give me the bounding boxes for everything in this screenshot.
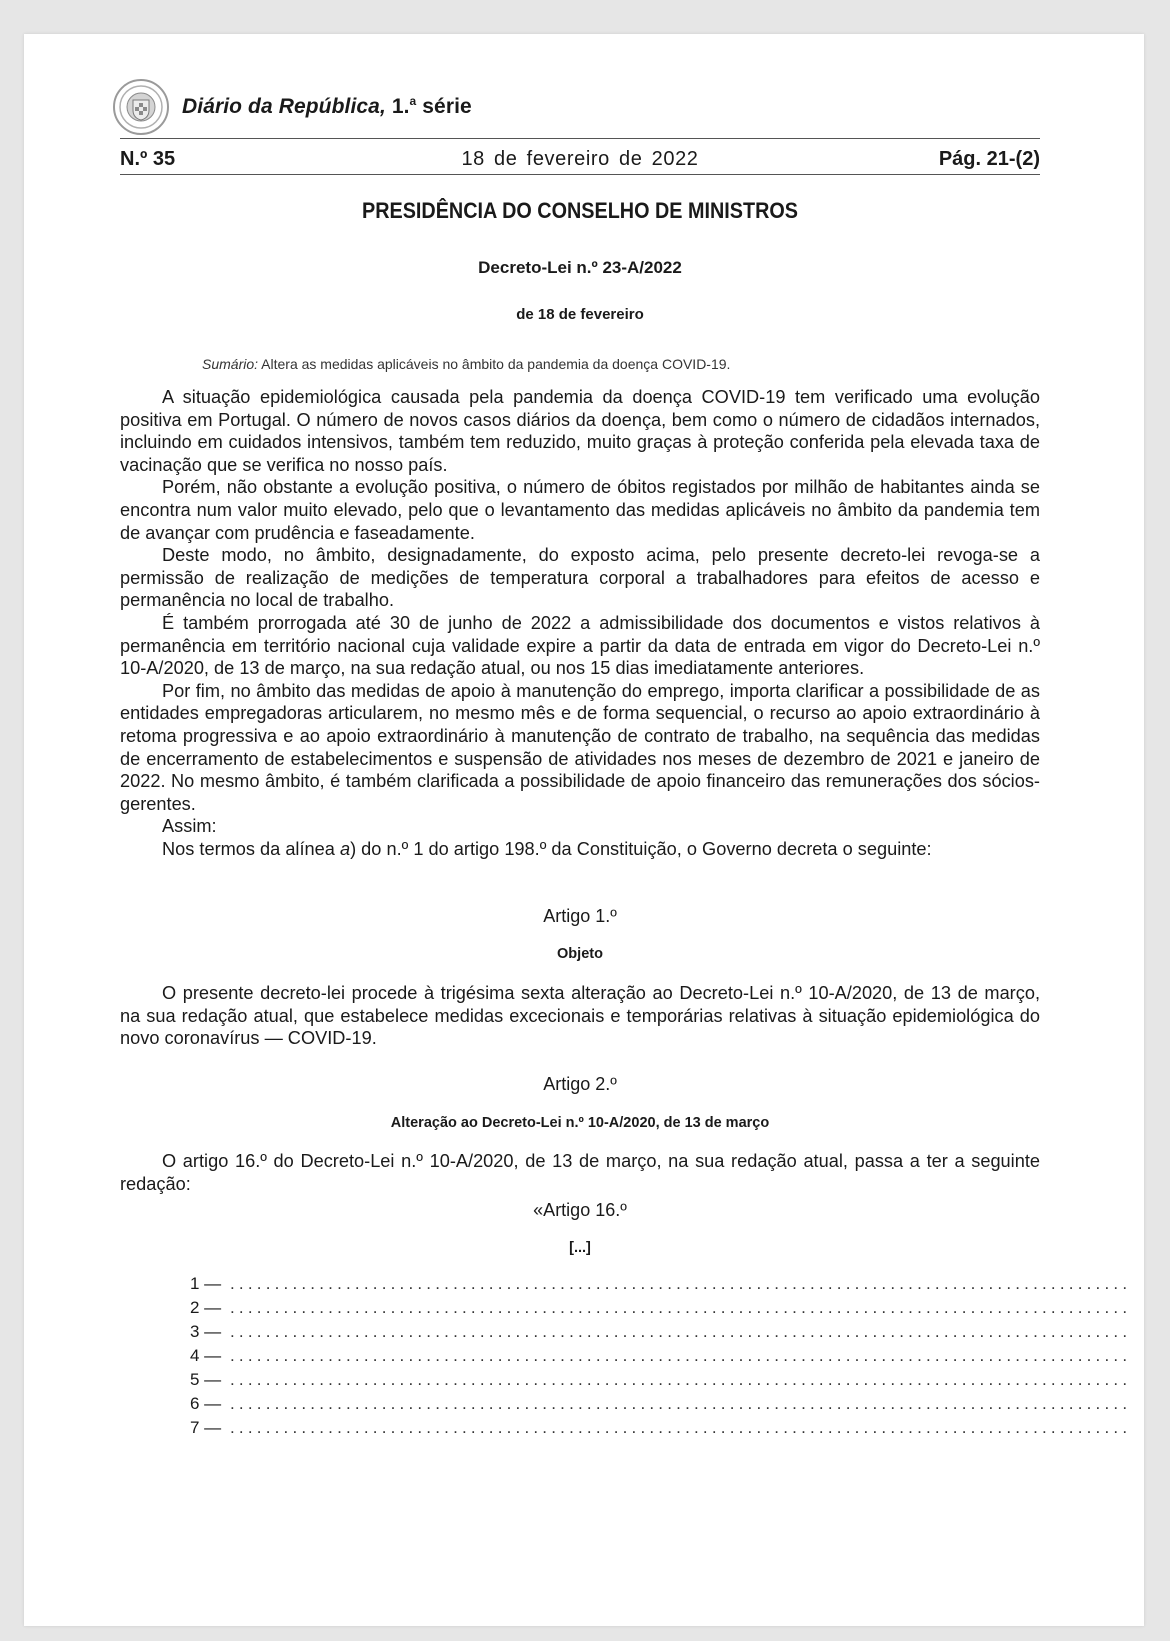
issue-number: N.º 35 (120, 148, 176, 170)
issue-header (120, 146, 1040, 176)
list-item (190, 1274, 1132, 1298)
header-top-rule (120, 138, 1040, 139)
quoted-article-number: «Artigo 16.º (533, 1200, 627, 1220)
numbered-items-list (190, 1274, 1132, 1442)
item-number: 7 — (190, 1418, 222, 1437)
leader-dots: ..................................................................................................... (230, 1418, 1132, 1437)
series-word: série (422, 95, 472, 118)
item-number: 5 — (190, 1370, 222, 1389)
list-item (190, 1298, 1132, 1322)
item-number: 3 — (190, 1322, 222, 1341)
item-number: 6 — (190, 1394, 222, 1413)
article-1-body (120, 982, 1040, 1050)
article-2-number: Artigo 2.º (543, 1074, 617, 1094)
quoted-article-heading: [...] (569, 1240, 591, 1256)
article-1-number: Artigo 1.º (543, 906, 617, 926)
decree-date: de 18 de fevereiro (516, 306, 644, 323)
leader-dots: ..................................................................................................... (230, 1370, 1132, 1389)
leader-dots: ..................................................................................................... (230, 1298, 1132, 1317)
article-2-text: O artigo 16.º do Decreto-Lei n.º 10-A/2020, de 13 de março, na sua redação atual, passa a ter a seguinte redação: (120, 1151, 1040, 1194)
journal-series (392, 95, 472, 118)
preamble-paragraph: Assim: (162, 816, 217, 837)
item-number: 2 — (190, 1298, 222, 1317)
item-number: 4 — (190, 1346, 222, 1365)
journal-name: Diário da República, (182, 95, 386, 118)
enactment-text: Nos termos da alínea (162, 838, 340, 859)
leader-dots: ..................................................................................................... (230, 1274, 1132, 1293)
preamble-paragraph: A situação epidemiológica causada pela pandemia da doença COVID-19 tem verificado uma evolução positiva em Portugal. O número de novos casos diários da doença, bem como o número de cidadãos internados, incluindo em cuidados intensivos, também tem reduzido, muito graças à proteção conferida pela elevada taxa de vacinação que se verifica no nosso país. (120, 387, 1040, 475)
preamble-paragraph: É também prorrogada até 30 de junho de 2022 a admissibilidade dos documentos e vistos relativos à permanência em território nacional cuja validade expire a partir da data de entrada em vigor do Decreto-Lei n.º 10-A/2020, de 13 de março, na sua redação atual, ou nos 15 dias imediatamente anteriores. (120, 612, 1040, 679)
article-2-heading: Alteração ao Decreto-Lei n.º 10-A/2020, de 13 de março (390, 1115, 770, 1131)
leader-dots: ..................................................................................................... (230, 1394, 1132, 1413)
article-2-body (120, 1150, 1040, 1195)
item-number: 1 — (190, 1274, 222, 1293)
masthead (120, 78, 1040, 138)
preamble-paragraph: Deste modo, no âmbito, designadamente, do exposto acima, pelo presente decreto-lei revoga-se a permissão de realização de medições de temperatura corporal a trabalhadores para efeitos de acesso e permanência no local de trabalho. (120, 545, 1040, 611)
series-number: 1. (391, 95, 410, 118)
summary-text: Altera as medidas aplicáveis no âmbito da pandemia da doença COVID-19. (261, 356, 731, 372)
enactment-italic: a (339, 838, 351, 859)
article-1-text: O presente decreto-lei procede à trigésima sexta alteração ao Decreto-Lei n.º 10-A/2020, de 13 de março, na sua redação atual, que estabelece medidas excecionais e temporárias relativas à situação epidemiológica do novo coronavírus — COVID-19. (120, 983, 1040, 1049)
leader-dots: ..................................................................................................... (230, 1322, 1132, 1341)
preamble-paragraph: Porém, não obstante a evolução positiva, o número de óbitos registados por milhão de habitantes ainda se encontra num valor muito elevado, pelo que o levantamento das medidas aplicáveis no âmbito da pandemia tem de avançar com prudência e faseadamente. (120, 477, 1040, 543)
header-bottom-rule (120, 174, 1040, 175)
summary-label: Sumário: (202, 356, 259, 372)
list-item (190, 1370, 1132, 1394)
preamble-paragraph: Por fim, no âmbito das medidas de apoio à manutenção do emprego, importa clarificar a possibilidade de as entidades empregadoras articularem, no mesmo mês e de forma sequencial, o recurso ao apoio extraordinário à retoma progressiva e ao apoio extraordinário à manutenção de contrato de trabalho, na sequência das medidas de encerramento de estabelecimentos e suspensão de atividades nos meses de dezembro de 2021 e janeiro de 2022. No mesmo âmbito, é também clarificada a possibilidade de apoio financeiro das remunerações dos sócios-gerentes. (120, 680, 1040, 814)
list-item (190, 1322, 1132, 1346)
enactment-text: ) do n.º 1 do artigo 198.º da Constituição, o Governo decreta o seguinte: (350, 838, 932, 859)
coat-of-arms-seal-icon (112, 78, 170, 136)
journal-title (182, 94, 472, 119)
issuing-organization: PRESIDÊNCIA DO CONSELHO DE MINISTROS (361, 198, 798, 223)
series-superscript: a (409, 94, 417, 108)
summary (202, 356, 1022, 372)
list-item (190, 1418, 1132, 1442)
article-1-heading: Objeto (557, 946, 603, 962)
page-number: Pág. 21-(2) (938, 148, 1040, 170)
list-item (190, 1394, 1132, 1418)
enactment-formula (120, 838, 1040, 861)
issue-date: 18 de fevereiro de 2022 (461, 148, 699, 170)
preamble (120, 386, 1040, 860)
document-page (24, 34, 1144, 1626)
leader-dots: ..................................................................................................... (230, 1346, 1132, 1365)
decree-title: Decreto-Lei n.º 23-A/2022 (478, 258, 682, 277)
list-item (190, 1346, 1132, 1370)
